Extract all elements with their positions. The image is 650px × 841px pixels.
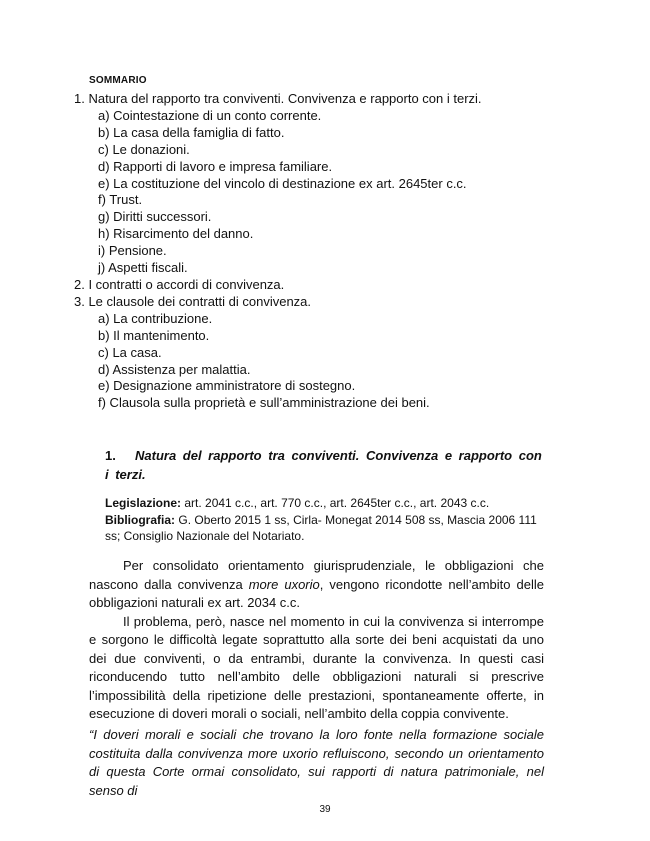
paragraph-1-end: , vengono ricondotte nell’ambito delle obbligazioni naturali ex art. 2034 c.c. [89,576,544,610]
toc-subitem: j) Aspetti fiscali. [98,260,188,276]
paragraph-1-italic: more uxorio [248,576,320,592]
toc-subitem: d) Assistenza per malattia. [98,361,251,377]
bibliography-line [105,512,551,545]
toc-subitem: g) Diritti successori. [98,209,212,225]
paragraph-1-start: Per consolidato orientamento giurisprudenziale, le obbligazioni che nascono dalla convivenza [89,558,544,592]
toc-subitem: b) Il mantenimento. [98,327,210,343]
toc-subitem: a) Cointestazione di un conto corrente. [98,107,322,123]
toc-subitem: i) Pensione. [98,243,167,259]
toc-subitem: e) Designazione amministratore di sostegno. [98,378,356,394]
page-number: 39 [319,804,331,815]
section-title: Natura del rapporto tra conviventi. Convivenza e rapporto con i terzi. [105,448,542,482]
table-of-contents [74,91,594,412]
legislation-line [105,495,551,512]
legislation-text: art. 2041 c.c., art. 770 c.c., art. 2645ter c.c., art. 2043 c.c. [184,496,490,510]
toc-subitem: d) Rapporti di lavoro e impresa familiare. [98,158,333,174]
toc-subitem: f) Clausola sulla proprietà e sull’amministrazione dei beni. [98,395,430,411]
paragraph-2: Il problema, però, nasce nel momento in cui la convivenza si interrompe e sorgono le difficoltà legate soprattutto alla sorte dei beni acquistati da uno dei due conviventi, o da entrambi, durante la convivenza. In questi casi riconducendo tutto nell’ambito delle obbligazioni naturali si prescrive l’impossibilità della ripetizione delle prestazioni, spontaneamente offerte, in esecuzione di doveri morali o sociali, nell’ambito della coppia convivente. [89,613,544,721]
toc-subitem: c) La casa. [98,344,162,360]
toc-item: 2. I contratti o accordi di convivenza. [74,276,285,292]
toc-subitem: c) Le donazioni. [98,141,190,157]
section-heading [105,446,549,484]
legislation-label: Legislazione: [105,496,182,510]
toc-subitem: e) La costituzione del vincolo di destinazione ex art. 2645ter c.c. [98,175,467,191]
quotation: “I doveri morali e sociali che trovano la loro fonte nella formazione sociale costituita dalla convivenza more uxorio refluiscono, secondo un orientamento di questa Corte ormai consolidato, sui rapporti di natura patrimoniale, nel senso di [89,727,544,798]
body-text [89,557,544,724]
toc-item: 1. Natura del rapporto tra conviventi. Convivenza e rapporto con i terzi. [74,91,482,106]
paragraph-1 [89,557,544,613]
references-block [105,495,551,545]
toc-subitem: f) Trust. [98,192,143,208]
summary-title: SOMMARIO [89,75,147,86]
bibliography-text: G. Oberto 2015 1 ss, Cirla- Monegat 2014 508 ss, Mascia 2006 111 ss; Consiglio Nazionale del Notariato. [105,512,537,543]
section-number: 1. [105,448,116,463]
toc-subitem: b) La casa della famiglia di fatto. [98,124,285,140]
toc-subitem: h) Risarcimento del danno. [98,226,254,242]
toc-item: 3. Le clausole dei contratti di convivenza. [74,293,312,309]
toc-subitem: a) La contribuzione. [98,310,213,326]
bibliography-label: Bibliografia: [105,512,176,527]
